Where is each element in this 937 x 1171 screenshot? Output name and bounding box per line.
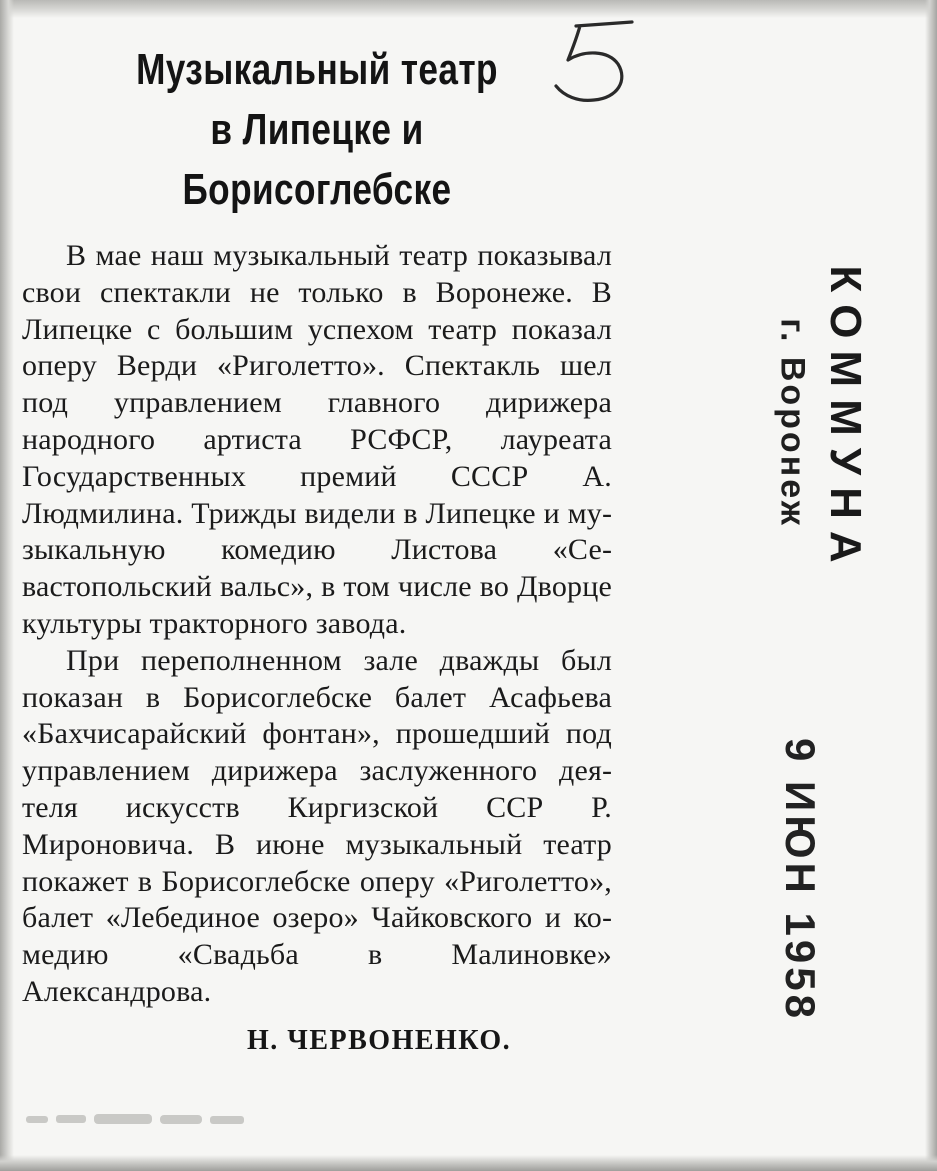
- headline-line-1: Музыкальный театр: [136, 45, 498, 94]
- author-byline: Н. ЧЕРВОНЕНКО.: [247, 1024, 512, 1056]
- article-body: [22, 238, 612, 1011]
- newspaper-clipping: [22, 40, 612, 1057]
- stamp-date: 9 ИЮН 1958: [777, 738, 824, 1022]
- handwritten-page-number: [546, 14, 646, 106]
- article-headline: [81, 40, 553, 220]
- stamp-city: г. Воронеж: [773, 318, 812, 528]
- scan-edge-top: [0, 0, 937, 18]
- article-paragraph-2: При переполненном зале дважды был показан в Борисоглебске балет Асафьева «Бахчисарайский фонтан», прошедший под управлением дирижера заслуженного деятеля искусств Киргизской ССР Р. Мироновича. В июне музыкальный театр покажет в Борисоглебске оперу «Риголетто», балет «Лебединое озеро» Чайковского и комедию «Свадьба в Малиновке» Александрова.: [22, 643, 612, 1008]
- scan-edge-bottom: [0, 1155, 937, 1171]
- scan-edge-left: [0, 0, 14, 1171]
- stamp-newspaper-name: КОММУНА: [821, 265, 870, 575]
- headline-line-2: в Липецке и Борисоглебске: [182, 105, 452, 214]
- article-paragraph-1: В мае наш музыкальный театр показывал свои спектакли не только в Воронеже. В Липецке с большим успехом театр показал оперу Верди «Риголетто». Спектакль шел под управлением главного дирижера народного артиста РСФСР, лауреата Государственных премий СССР А. Людмилина. Трижды видели в Липецке и музыкальную комедию Листова «Севастопольский вальс», в том числе во Дворце культуры тракторного завода.: [22, 239, 612, 640]
- scan-edge-right: [925, 0, 937, 1171]
- bleed-through-smudge: [22, 1108, 252, 1130]
